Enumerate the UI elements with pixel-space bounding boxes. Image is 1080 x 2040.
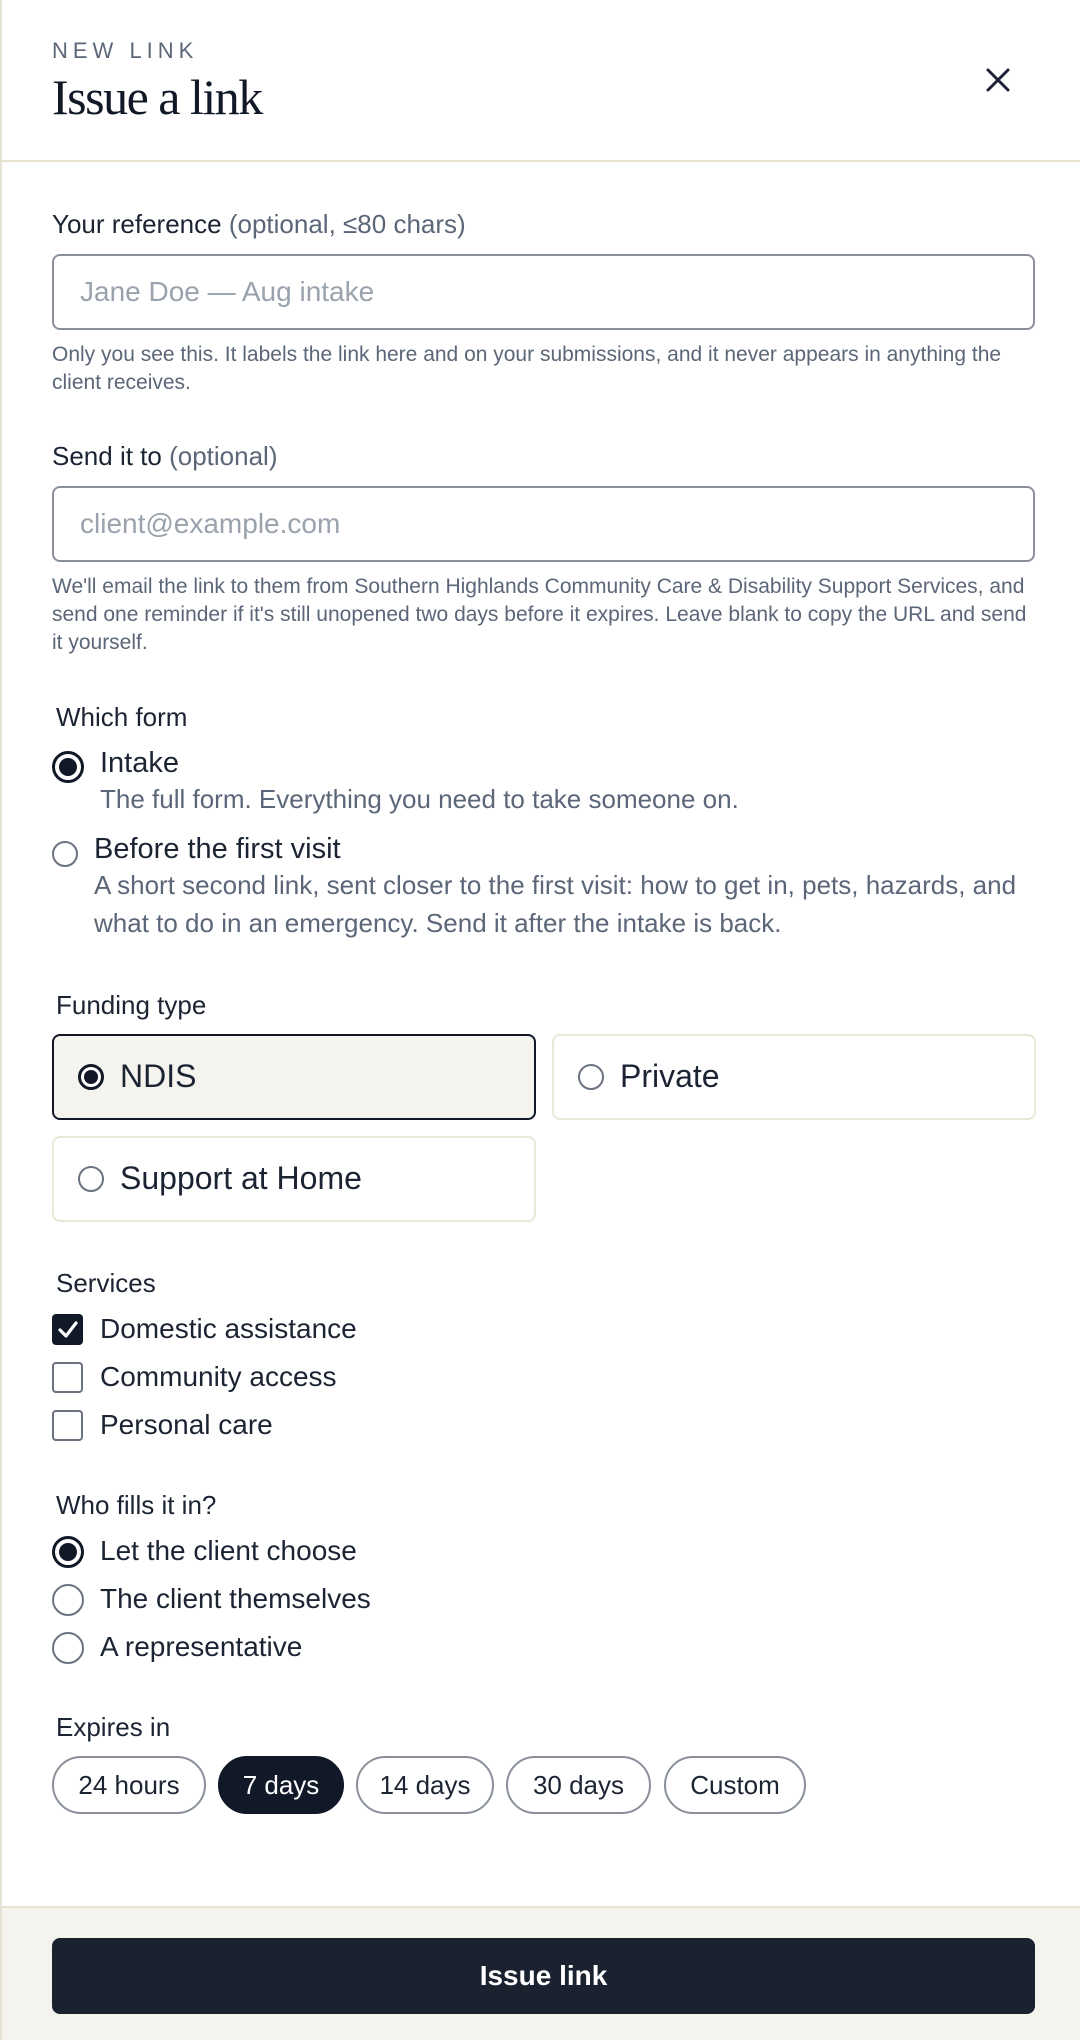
issue-link-button[interactable]: Issue link: [52, 1938, 1035, 2014]
send-to-label: [52, 441, 278, 472]
funding-option-support-at-home[interactable]: [52, 1136, 536, 1222]
who-fills-client-choose-radio[interactable]: [52, 1536, 84, 1568]
who-fills-label: Who fills it in?: [56, 1490, 217, 1520]
funding-option-private[interactable]: [552, 1034, 1036, 1120]
panel-footer: [2, 1906, 1080, 2040]
send-to-optional-hint: (optional): [169, 441, 278, 471]
funding-private-radio[interactable]: [578, 1064, 604, 1090]
email-field[interactable]: [52, 486, 1035, 562]
form-option-first-visit-title[interactable]: Before the first visit: [94, 833, 341, 865]
funding-support-at-home-label: Support at Home: [120, 1160, 362, 1196]
send-to-label-text: Send it to: [52, 441, 162, 471]
expires-30-days-pill[interactable]: 30 days: [506, 1756, 651, 1814]
expires-14-days-pill[interactable]: 14 days: [356, 1756, 494, 1814]
expires-7-days-pill[interactable]: 7 days: [218, 1756, 344, 1814]
service-domestic-assistance-checkbox[interactable]: [52, 1314, 83, 1345]
close-button[interactable]: [978, 60, 1018, 100]
reference-input[interactable]: [52, 254, 1035, 330]
expires-24-hours-pill[interactable]: 24 hours: [52, 1756, 206, 1814]
send-to-help-text: We'll email the link to them from Southern Highlands Community Care & Disability Support Services, and send one reminder if it's still unopened two days before it expires. Leave blank to copy the URL and send it yourself.: [52, 575, 1027, 654]
form-option-intake-description: The full form. Everything you need to take someone on.: [100, 784, 739, 814]
eyebrow-label: NEW LINK: [52, 38, 199, 63]
funding-ndis-label: NDIS: [120, 1058, 197, 1094]
funding-type-label: Funding type: [56, 990, 207, 1020]
service-community-access-label[interactable]: Community access: [100, 1361, 337, 1392]
funding-private-label: Private: [620, 1058, 720, 1094]
reference-label-text: Your reference: [52, 209, 222, 239]
funding-ndis-radio[interactable]: [78, 1064, 104, 1090]
form-option-first-visit-description: A short second link, sent closer to the first visit: how to get in, pets, hazards, and what to do in an emergency. Send it after the intake is back.: [94, 870, 1017, 938]
reference-optional-hint: (optional, ≤80 chars): [228, 209, 466, 239]
services-label: Services: [56, 1268, 156, 1298]
expires-custom-pill[interactable]: Custom: [664, 1756, 806, 1814]
checkmark-icon: [56, 1318, 80, 1342]
service-domestic-assistance-label[interactable]: Domestic assistance: [100, 1313, 357, 1344]
who-fills-client-themselves-label[interactable]: The client themselves: [100, 1583, 371, 1614]
who-fills-client-themselves-radio[interactable]: [52, 1584, 84, 1616]
reference-label: [52, 209, 466, 240]
reference-help-text: Only you see this. It labels the link here and on your submissions, and it never appears in anything the client receives.: [52, 343, 1002, 394]
who-fills-client-choose-label[interactable]: Let the client choose: [100, 1535, 357, 1566]
expires-in-label: Expires in: [56, 1712, 171, 1742]
service-personal-care-label[interactable]: Personal care: [100, 1409, 273, 1440]
panel-header: [2, 0, 1080, 162]
who-fills-representative-label[interactable]: A representative: [100, 1631, 303, 1662]
funding-option-ndis[interactable]: [52, 1034, 536, 1120]
service-personal-care-checkbox[interactable]: [52, 1410, 83, 1441]
page-title: Issue a link: [52, 69, 262, 125]
service-community-access-checkbox[interactable]: [52, 1362, 83, 1393]
who-fills-representative-radio[interactable]: [52, 1632, 84, 1664]
form-option-intake-title[interactable]: Intake: [100, 747, 179, 779]
form-option-intake-radio[interactable]: [52, 751, 84, 783]
form-option-first-visit-radio[interactable]: [52, 841, 78, 867]
which-form-label: Which form: [56, 702, 188, 732]
funding-support-at-home-radio[interactable]: [78, 1166, 104, 1192]
close-icon: [978, 60, 1018, 100]
